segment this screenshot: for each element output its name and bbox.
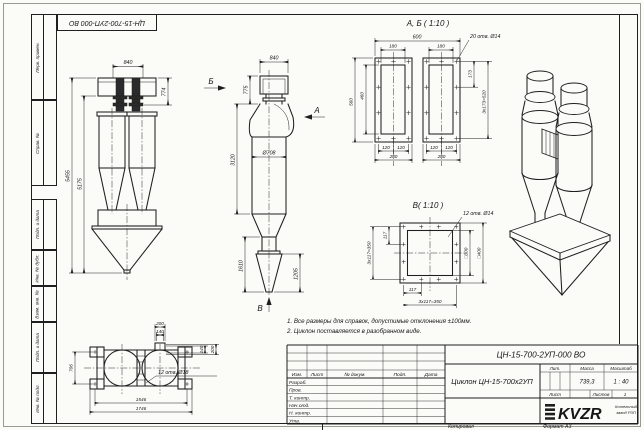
row-razrab: Разраб. bbox=[289, 381, 307, 386]
section-ab-dimensions bbox=[349, 34, 501, 163]
frame-inner-line bbox=[619, 14, 620, 344]
dim-label: 120 bbox=[397, 145, 405, 150]
drawing-name: Циклон ЦН-15-700х2УП bbox=[451, 377, 533, 386]
dim-label: 120 bbox=[382, 145, 390, 150]
dim-label: 180 bbox=[437, 43, 445, 49]
dim-label: □300 bbox=[463, 247, 469, 259]
company-logo bbox=[545, 404, 602, 423]
title-block bbox=[285, 343, 640, 426]
bolt-holes bbox=[376, 59, 458, 140]
margin-label: Инв. № подл. bbox=[32, 374, 44, 423]
view-arrow-label-a: А bbox=[314, 106, 320, 115]
margin-cell-podp-data-1 bbox=[31, 199, 57, 250]
dim-label: 460 bbox=[359, 92, 365, 100]
margin-cell-inv-dubl bbox=[31, 250, 57, 286]
dim-label: 140 bbox=[199, 345, 204, 354]
dim-label: 3x117=350 bbox=[366, 241, 372, 265]
holes-note: 12 отв. Ø18 bbox=[158, 370, 189, 376]
margin-cell-sprav bbox=[31, 100, 57, 186]
dim-label: 200 bbox=[156, 321, 164, 326]
margin-label: Инв. № дубл. bbox=[32, 251, 44, 285]
view-v-title: В( 1:10 ) bbox=[412, 201, 444, 210]
margin-label: Подп. и дата bbox=[32, 200, 44, 249]
dim-label: 1746 bbox=[135, 406, 147, 411]
dim-label: 840 bbox=[123, 60, 133, 66]
technical-notes bbox=[287, 317, 522, 336]
dim-label: 3120 bbox=[230, 154, 237, 166]
section-ab-title: А, Б ( 1:10 ) bbox=[406, 19, 450, 28]
margin-cell-vzam-inv bbox=[31, 286, 57, 322]
dim-label: 775 bbox=[243, 85, 250, 95]
section-ab-view bbox=[338, 14, 518, 204]
col-doc: № докум. bbox=[344, 373, 366, 378]
row-nkontr: Н. контр. bbox=[289, 411, 312, 417]
col-izm: Изм. bbox=[291, 373, 303, 378]
dim-label: 1546 bbox=[135, 397, 147, 402]
title-block-texts bbox=[289, 351, 638, 425]
dim-label: 5175 bbox=[77, 178, 84, 190]
dim-label: 840 bbox=[269, 55, 279, 62]
dim-label: 173 bbox=[467, 70, 473, 78]
note-line-1: 1. Все размеры для справок, допустимые отклонения ±100мм. bbox=[287, 318, 472, 325]
side-view-dimensions bbox=[231, 56, 305, 293]
view-arrow-label-b: Б bbox=[208, 77, 214, 86]
view-v-axes bbox=[394, 217, 466, 291]
row-utv: Утв. bbox=[289, 419, 301, 425]
dim-label: 5455 bbox=[65, 170, 72, 182]
col-data: Дата bbox=[424, 373, 438, 378]
company-line-1: Котельный bbox=[615, 404, 637, 409]
dim-label: 200 bbox=[210, 345, 215, 354]
dim-label: 280 bbox=[437, 154, 446, 159]
dim-label: 1610 bbox=[238, 260, 245, 272]
dim-label: 706 bbox=[68, 364, 74, 372]
note-line-2: 2. Циклон поставляется в разобранном виде. bbox=[287, 327, 422, 335]
isometric-view bbox=[502, 55, 617, 305]
drawing-designation: ЦН-15-700-2УП-000 ВО bbox=[496, 350, 586, 360]
margin-cell-perv-primen bbox=[31, 14, 57, 100]
logo-bars-icon bbox=[545, 404, 555, 420]
dim-label: 600 bbox=[412, 34, 422, 41]
dim-label: 117 bbox=[382, 231, 388, 240]
margin-label: Взам. инв. № bbox=[32, 287, 44, 321]
sheets-count: 1 bbox=[623, 392, 627, 398]
copied-label: Копировал bbox=[448, 423, 474, 430]
dim-label: 120 bbox=[430, 145, 438, 150]
margin-label: Справ. № bbox=[32, 101, 44, 185]
section-ab-contour bbox=[375, 58, 460, 142]
scale-label: Масштаб bbox=[610, 366, 632, 371]
margin-label: Подп. и дата bbox=[32, 323, 44, 372]
mass-value: 739,3 bbox=[579, 379, 595, 386]
col-podp: Подп. bbox=[393, 373, 407, 378]
margin-label: Перв. примен. bbox=[32, 15, 44, 99]
plan-view-contour bbox=[90, 343, 192, 389]
logo-text: KVZR bbox=[558, 406, 602, 423]
dim-label: 117 bbox=[408, 287, 417, 292]
dim-label: 180 bbox=[389, 43, 397, 49]
side-view bbox=[192, 42, 327, 314]
iso-hopper-base bbox=[510, 214, 610, 295]
plan-view bbox=[60, 316, 240, 420]
view-arrow-label-v: В bbox=[257, 304, 263, 313]
dim-label: □400 bbox=[476, 247, 482, 259]
dim-label: Ø708 bbox=[262, 150, 276, 157]
mass-label: Масса bbox=[580, 366, 594, 371]
front-view-axes bbox=[112, 108, 142, 280]
dim-label: 560 bbox=[348, 98, 354, 106]
sheets-label: Листов bbox=[592, 392, 610, 398]
dim-label: 1205 bbox=[293, 268, 300, 280]
row-prov: Пров. bbox=[289, 388, 302, 394]
margin-cell-podp-data-2 bbox=[31, 322, 57, 373]
row-tkontr: Т. контр. bbox=[289, 396, 311, 402]
lit-label: Лит. bbox=[549, 366, 561, 371]
scale-value: 1 : 40 bbox=[613, 379, 629, 386]
margin-cell-inv-podl bbox=[31, 373, 57, 424]
holes-note: 20 отв. Ø14 bbox=[470, 34, 501, 40]
dim-label: 774 bbox=[161, 87, 168, 97]
col-list: Лист bbox=[310, 373, 324, 378]
format-label: Формат А3 bbox=[543, 423, 572, 430]
holes-note: 12 отв. Ø14 bbox=[463, 211, 494, 217]
dim-label: 120 bbox=[445, 145, 453, 150]
dim-label: 280 bbox=[389, 154, 398, 159]
view-v bbox=[352, 197, 517, 315]
sheet-label: Лист bbox=[549, 392, 561, 398]
dim-label: 140 bbox=[156, 329, 164, 334]
company-line-2: завод РЗП bbox=[616, 410, 636, 415]
row-nachotd: Нач.отд. bbox=[289, 404, 310, 409]
dim-label: 3x173=520 bbox=[481, 90, 487, 114]
rotated-designation-stamp bbox=[57, 14, 157, 31]
dim-label: 3x117=350 bbox=[418, 299, 442, 304]
side-view-contour bbox=[249, 76, 293, 292]
stamp-text: ЦН-15-700-2УП-000 ВО bbox=[69, 19, 145, 26]
side-view-arrows bbox=[204, 77, 325, 313]
